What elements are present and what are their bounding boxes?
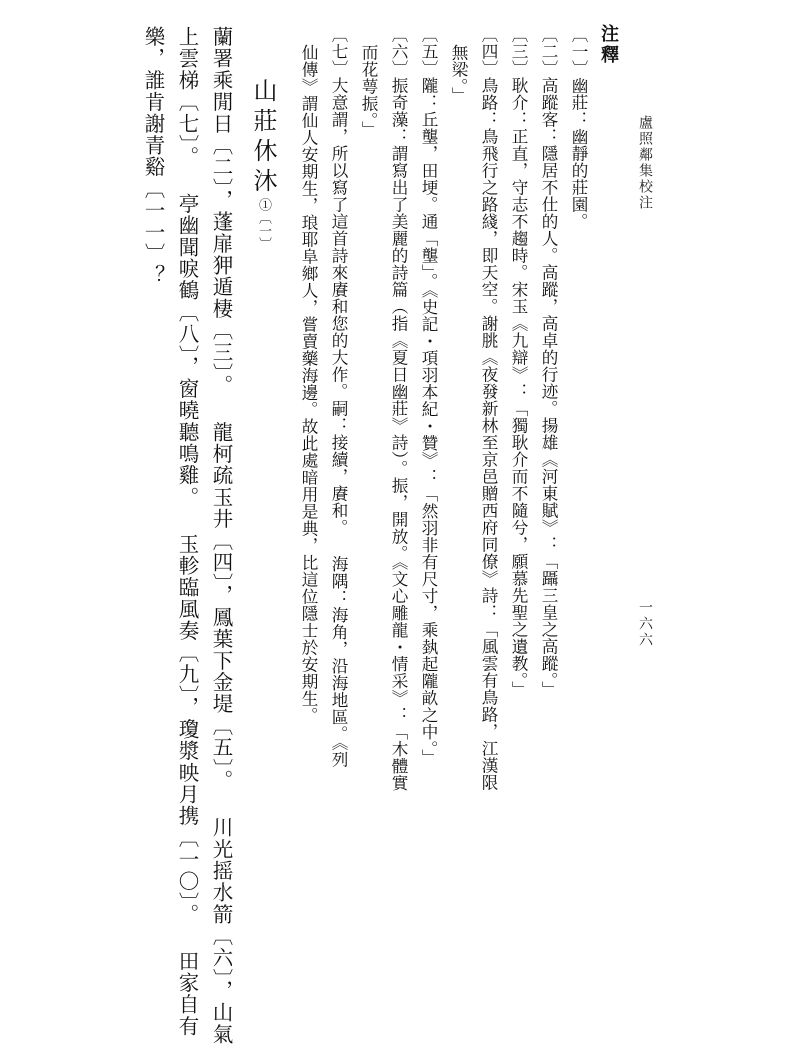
notes-heading: 注釋	[598, 24, 619, 66]
note-7-continued: 仙傳》謂仙人安期生，琅耶阜鄉人，嘗賣藥海邊。故此處暗用是典，比這位隱士於安期生。	[299, 44, 318, 724]
note-6: 〔六〕振奇藻：謂寫出了美麗的詩篇（指《夏日幽莊》詩）。振，開放。《文心雕龍・情采》：「木體實	[389, 26, 408, 792]
poem-title-footnote: ①〔一〕	[256, 198, 271, 250]
note-2: 〔二〕高蹤客：隱居不仕的人。高蹤，高卓的行迹。揚雄《河東賦》：「躡三皇之高蹤。」	[539, 26, 558, 698]
note-4: 〔四〕鳥路：鳥飛行之路綫，即天空。謝朓《夜發新林至京邑贈西府同僚》詩：「風雲有鳥路，江漢限	[479, 26, 498, 791]
poem-line-3: 樂，誰肯謝青谿〔一一〕？	[141, 26, 165, 287]
page-number: 一六六	[637, 600, 653, 648]
running-header: 盧照鄰集校注	[637, 115, 653, 211]
note-6-continued: 而花萼振。」	[359, 44, 378, 138]
note-5: 〔五〕隴：丘壟，田埂。通「壟」。《史記・項羽本紀・贊》：「然羽非有尺寸，乘埶起隴畝之中。」	[419, 26, 438, 767]
poem-title	[246, 78, 281, 250]
poem-line-1: 蘭署乘閒日〔二〕，蓬扉狎遁棲〔三〕。 龍柯疏玉井〔四〕，鳳葉下金堤〔五〕。 川光摇水箭〔六〕，山氣	[209, 26, 233, 1045]
note-7: 〔七〕大意謂，所以寫了這首詩來賡和您的大作。嗣：接續，賡和。 海隅：海角，沿海地區。《列	[329, 26, 348, 769]
poem-title-text: 山莊休沐	[249, 78, 277, 198]
note-3: 〔三〕耿介：正直，守志不趨時。宋玉《九辯》：「獨耿介而不隨兮，願慕先聖之遺教。」	[509, 26, 528, 698]
note-1: 〔一〕幽莊：幽靜的莊園。	[569, 26, 588, 230]
note-4-continued: 無梁。」	[449, 44, 468, 104]
poem-line-2: 上雲梯〔七〕。 亭幽聞唳鶴〔八〕，窗曉聽鳴雞。 玉軫臨風奏〔九〕，瓊漿映月携〔一〇〕。 田家自有	[175, 26, 199, 1038]
